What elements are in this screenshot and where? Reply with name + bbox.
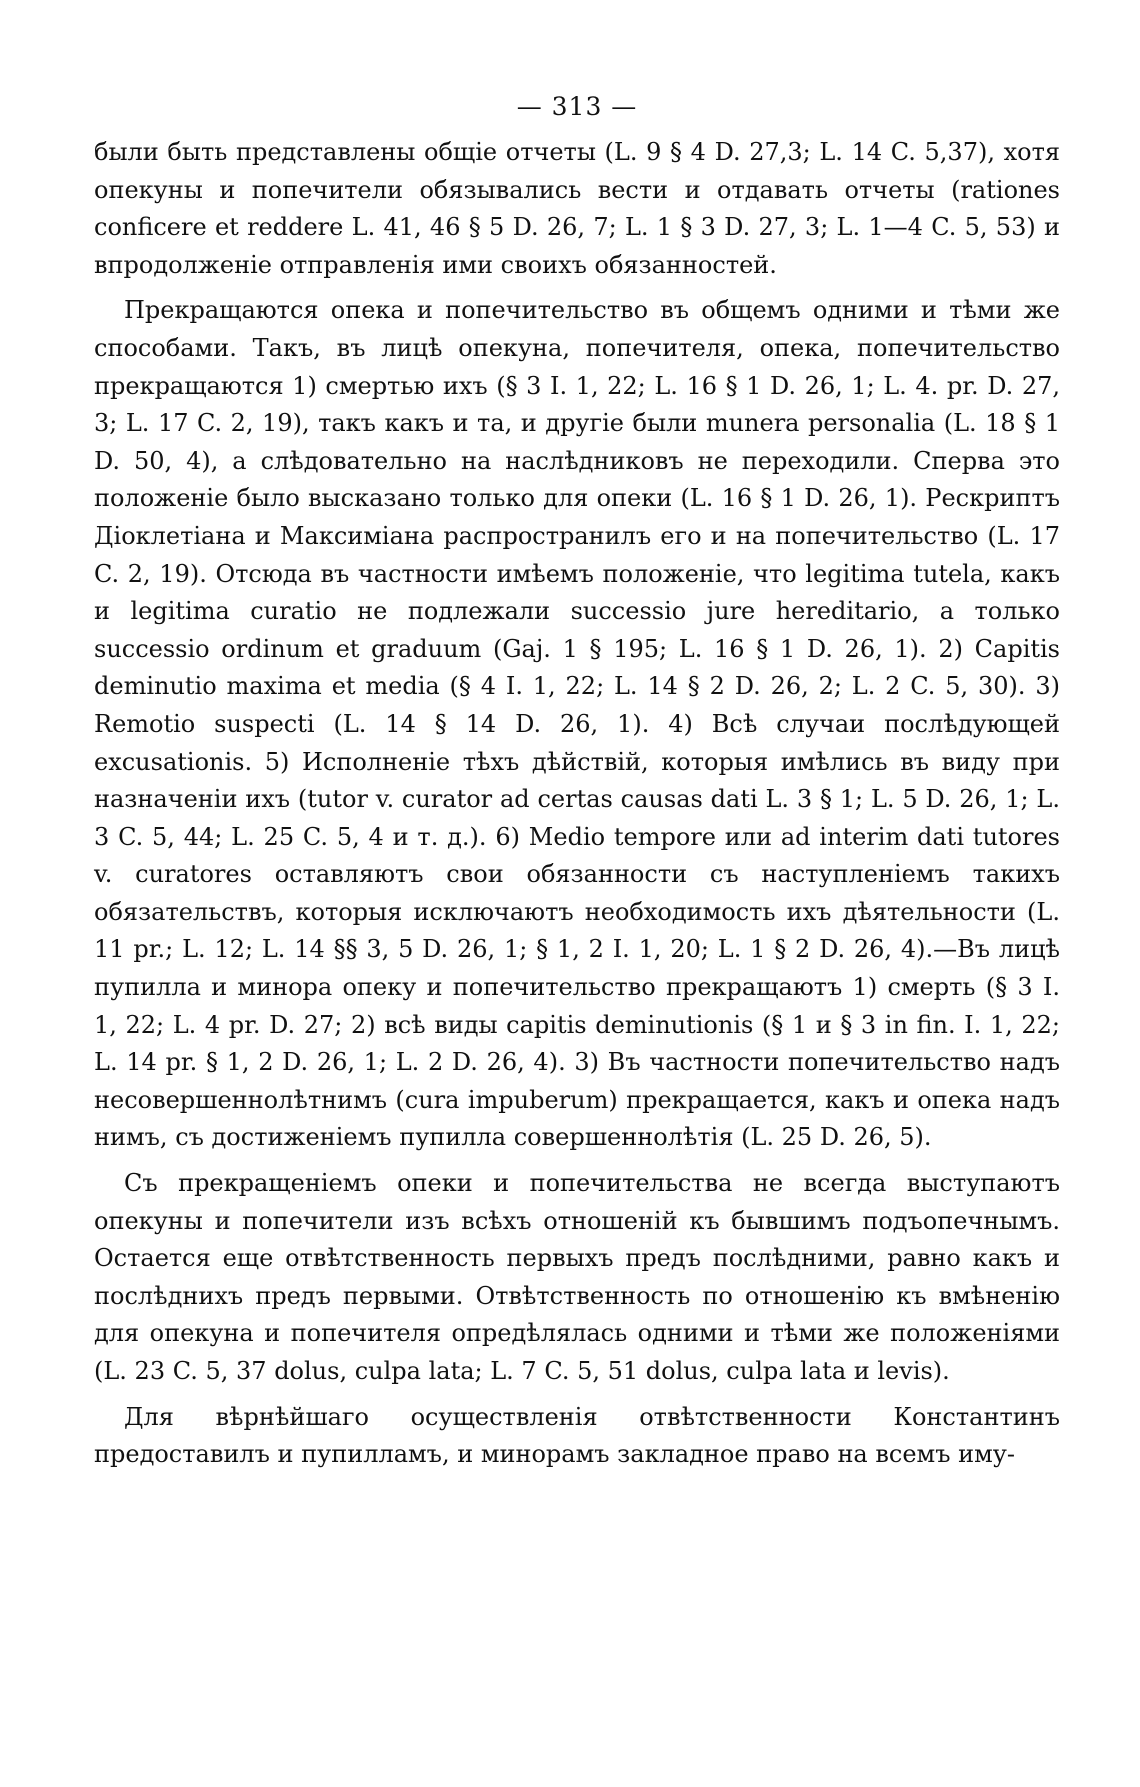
paragraph-text: Для вѣрнѣйшаго осуществленія отвѣтственности Константинъ предоставилъ и пупилламъ, и минорамъ закладное право на всемъ иму- — [94, 1402, 1060, 1469]
book-page — [94, 84, 1060, 1474]
paragraph-termination-of-guardianship — [94, 292, 1060, 1157]
paragraph-text: были быть представлены общіе отчеты (L. 9 § 4 D. 27,3; L. 14 C. 5,37), хотя опекуны и попечители обязывались вести и отдавать отчеты (rationes conficere et reddere L. 41, 46 § 5 D. 26, 7; L. 1 § 3 D. 27, 3; L. 1—4 C. 5, 53) и впродолженіе отправленія ими своихъ обязанностей. — [94, 138, 1060, 279]
page-number: — 313 — — [516, 92, 638, 121]
paragraph-text: Прекращаются опека и попечительство въ общемъ одними и тѣми же способами. Такъ, въ лицѣ опекуна, попечителя, опека, попечительство прекращаются 1) смертью ихъ (§ 3 I. 1, 22; L. 16 § 1 D. 26, 1; L. 4. pr. D. 27, 3; L. 17 C. 2, 19), такъ какъ и та, и другіе были munera personalia (L. 18 § 1 D. 50, 4), а слѣдовательно на наслѣдниковъ не переходили. Сперва это положеніе было высказано только для опеки (L. 16 § 1 D. 26, 1). Рескриптъ Діоклетіана и Максиміана распространилъ его и на попечительство (L. 17 C. 2, 19). Отсюда въ частности имѣемъ положеніе, что legitima tutela, какъ и legitima curatio не подлежали successio jure hereditario, а только successio ordinum et graduum (Gaj. 1 § 195; L. 16 § 1 D. 26, 1). 2) Capitis deminutio maxima et media (§ 4 I. 1, 22; L. 14 § 2 D. 26, 2; L. 2 C. 5, 30). 3) Remotio suspecti (L. 14 § 14 D. 26, 1). 4) Всѣ случаи послѣдующей excusationis. 5) Исполненіе тѣхъ дѣйствій, которыя имѣлись въ виду при назначеніи ихъ (tutor v. curator ad certas causas dati L. 3 § 1; L. 5 D. 26, 1; L. 3 C. 5, 44; L. 25 C. 5, 4 и т. д.). 6) Medio tempore или ad interim dati tutores v. curatores оставляютъ свои обязанности съ наступленіемъ такихъ обязательствъ, которыя исключаютъ необходимость ихъ дѣятельности (L. 11 pr.; L. 12; L. 14 §§ 3, 5 D. 26, 1; § 1, 2 I. 1, 20; L. 1 § 2 D. 26, 4).—Въ лицѣ пупилла и минора опеку и попечительство прекращаютъ 1) смерть (§ 3 I. 1, 22; L. 4 pr. D. 27; 2) всѣ виды capitis deminutionis (§ 1 и § 3 in fin. I. 1, 22; L. 14 pr. § 1, 2 D. 26, 1; L. 2 D. 26, 4). 3) Въ частности попечительство надъ несовершеннолѣтнимъ (cura impuberum) прекращается, какъ и опека надъ нимъ, съ достиженіемъ пупилла совершеннолѣтія (L. 25 D. 26, 5). — [94, 296, 1061, 1152]
paragraph-constantine-pledge — [94, 1399, 1060, 1474]
paragraph-responsibility — [94, 1165, 1060, 1391]
paragraph-text: Съ прекращеніемъ опеки и попечительства не всегда выступаютъ опекуны и попечители изъ всѣхъ отношеній къ бывшимъ подъопечнымъ. Остается еще отвѣтственность первыхъ предъ послѣдними, равно какъ и послѣднихъ предъ первыми. Отвѣтственность по отношенію къ вмѣненію для опекуна и попечителя опредѣлялась одними и тѣми же положеніями (L. 23 C. 5, 37 dolus, culpa lata; L. 7 C. 5, 51 dolus, culpa lata и levis). — [94, 1169, 1060, 1385]
paragraph-continuation — [94, 134, 1060, 284]
